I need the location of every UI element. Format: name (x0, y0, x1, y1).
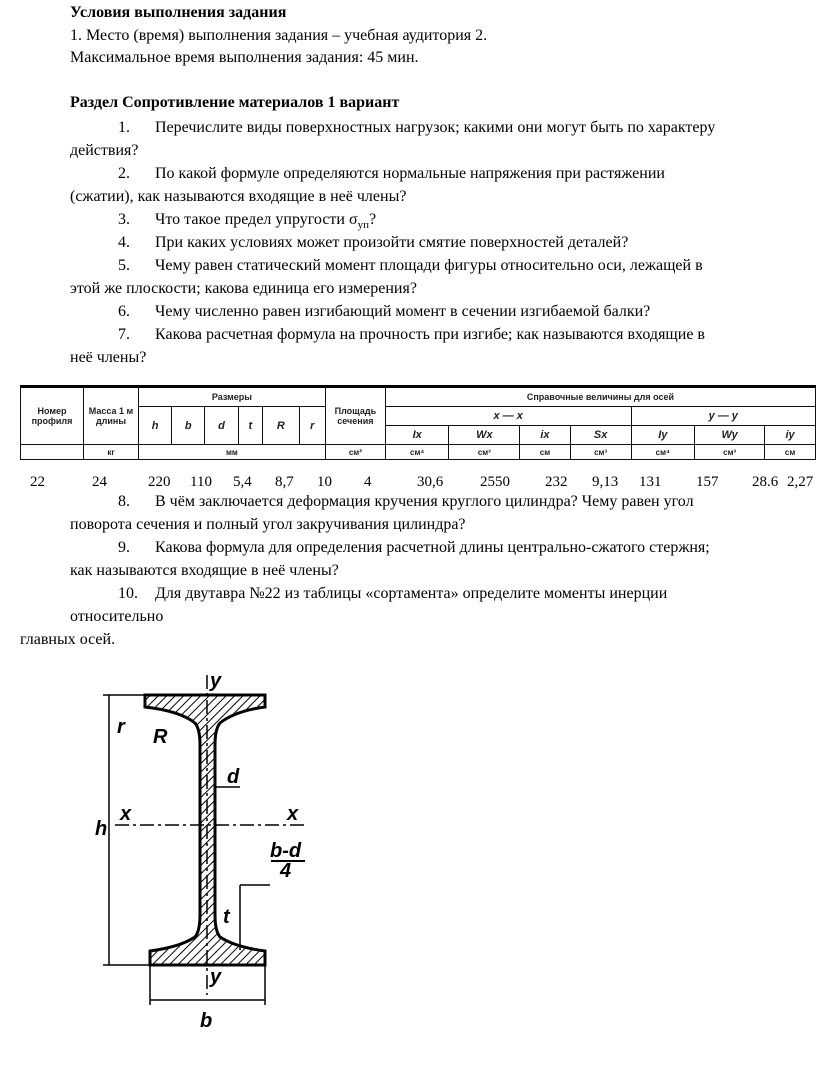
th-d: d (205, 407, 238, 445)
q-number: 7. (118, 326, 130, 343)
q-number: 9. (118, 539, 130, 556)
q-number: 8. (118, 493, 130, 510)
label-x-left: x (120, 803, 132, 825)
unit-Wx: см³ (449, 445, 520, 460)
q-text: поворота сечения и полный угол закручивания цилиндра? (70, 516, 466, 533)
th-sizes: Размеры (139, 387, 326, 407)
q-text: По какой формуле определяются нормальные напряжения при растяжении (155, 165, 665, 182)
cell: 131 (639, 474, 662, 490)
cell: 8,7 (275, 474, 294, 490)
cell: 22 (30, 474, 45, 490)
q-text: главных осей. (20, 631, 116, 648)
cell: 220 (148, 474, 171, 490)
label-y-bottom: y (210, 966, 222, 988)
q-tail: ? (369, 211, 377, 228)
cell: 24 (92, 474, 107, 490)
th-t: t (238, 407, 263, 445)
label-b-d: b-d (270, 840, 302, 862)
th-area: Площадь сечения (325, 387, 385, 445)
q-number: 10. (118, 585, 138, 602)
question-6 (118, 302, 650, 322)
unit-Wy: см³ (695, 445, 765, 460)
label-x-right: x (287, 803, 299, 825)
unit-Iy: см⁴ (631, 445, 695, 460)
q-text: действия? (70, 142, 139, 159)
q-text: Перечислите виды поверхностных нагрузок; какими они могут быть по характеру (155, 119, 716, 136)
question-4 (118, 233, 628, 253)
conditions-place: 1. Место (время) выполнения задания – учебная аудитория 2. (70, 27, 488, 44)
label-d: d (227, 766, 240, 788)
label-r: r (117, 716, 125, 738)
th-b: b (172, 407, 205, 445)
th-Sx: Sx (570, 426, 631, 445)
th-R: R (263, 407, 300, 445)
q-text: неё члены? (70, 349, 147, 366)
q-text: При каких условиях может произойти смятие поверхностей деталей? (155, 234, 629, 251)
question-3 (118, 210, 376, 235)
unit-area: см² (325, 445, 385, 460)
q-text: Какова формула для определения расчетной длины центрально-сжатого стержня; (155, 539, 710, 556)
q-text: Чему равен статический момент площади фигуры относительно оси, лежащей в (155, 257, 703, 274)
table-row-22 (22, 474, 816, 494)
q-text: Чему численно равен изгибающий момент в сечении изгибаемой балки? (155, 303, 651, 320)
th-ref: Справочные величины для осей (385, 387, 815, 407)
q-number: 2. (118, 165, 130, 182)
label-h: h (95, 818, 108, 840)
th-mass: Масса 1 м длины (84, 387, 139, 445)
th-xx: x — x (385, 407, 631, 426)
unit-profile (21, 445, 84, 460)
conditions-time: Максимальное время выполнения задания: 45 мин. (70, 49, 419, 66)
q-text: Что такое предел упругости σ (155, 211, 358, 228)
unit-ix: см (520, 445, 571, 460)
q-number: 5. (118, 257, 130, 274)
label-4: 4 (280, 860, 292, 882)
cell: 2550 (480, 474, 510, 490)
th-Ix: Ix (385, 426, 449, 445)
cell: 232 (545, 474, 568, 490)
q-text: (сжатии), как называются входящие в неё члены? (70, 188, 407, 205)
th-ix: ix (520, 426, 571, 445)
cell: 9,13 (592, 474, 619, 490)
cell: 2,27 (787, 474, 814, 490)
conditions-title: Условия выполнения задания (70, 4, 287, 21)
unit-mass: кг (84, 445, 139, 460)
q-text: этой же плоскости; какова единица его измерения? (70, 280, 417, 297)
i-beam-drawing (95, 665, 325, 1045)
label-R: R (153, 726, 168, 748)
section-title: Раздел Сопротивление материалов 1 вариант (70, 94, 400, 111)
label-y-top: y (210, 670, 222, 692)
th-yy: y — y (631, 407, 815, 426)
th-Wy: Wy (695, 426, 765, 445)
th-r: r (299, 407, 325, 445)
cell: 10 (317, 474, 332, 490)
q-text: относительно (70, 608, 164, 625)
cell: 110 (190, 474, 212, 490)
q-text: Для двутавра №22 из таблицы «сортамента» определите моменты инерции (155, 585, 668, 602)
q-number: 6. (118, 303, 130, 320)
q-subscript: уп (357, 219, 369, 232)
th-Wx: Wx (449, 426, 520, 445)
cell: 30,6 (417, 474, 444, 490)
cell: 157 (696, 474, 719, 490)
th-h: h (139, 407, 172, 445)
th-iy: iy (765, 426, 816, 445)
unit-sizes: мм (139, 445, 326, 460)
sortament-table (20, 385, 816, 460)
cell: 5,4 (233, 474, 252, 490)
unit-iy: см (765, 445, 816, 460)
q-text: Какова расчетная формула на прочность при изгибе; как называются входящие в (155, 326, 705, 343)
q-number: 4. (118, 234, 130, 251)
label-b: b (200, 1010, 213, 1032)
label-t: t (223, 906, 230, 928)
cell: 4 (364, 474, 372, 490)
unit-Ix: см⁴ (385, 445, 449, 460)
q-text: В чём заключается деформация кручения круглого цилиндра? Чему равен угол (155, 493, 694, 510)
q-number: 1. (118, 119, 130, 136)
th-profile: Номер профиля (21, 387, 84, 445)
unit-Sx: см³ (570, 445, 631, 460)
cell: 28.6 (752, 474, 779, 490)
q-number: 3. (118, 211, 130, 228)
q-text: как называются входящие в неё члены? (70, 562, 339, 579)
th-Iy: Iy (631, 426, 695, 445)
